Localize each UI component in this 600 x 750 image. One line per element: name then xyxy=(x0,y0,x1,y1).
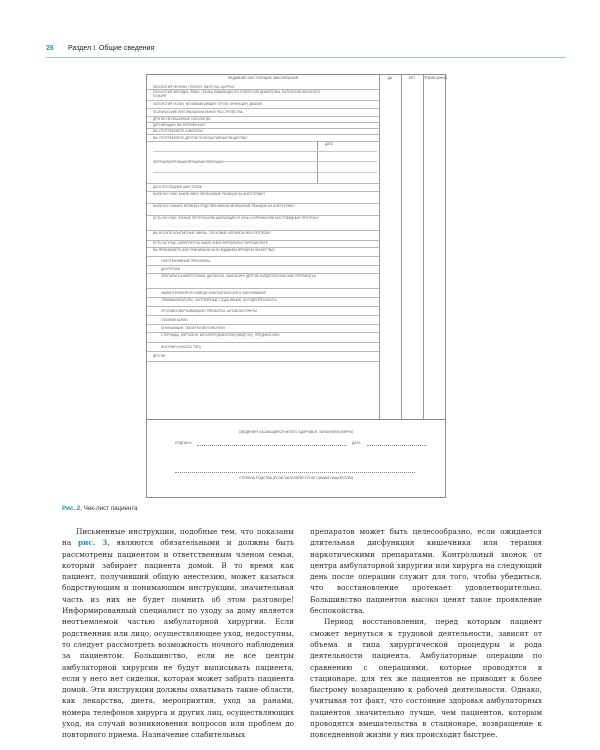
form-row-label: ПСИХИЧЕСКИЕ ИЛИ ЭМОЦИОНАЛЬНЫЕ РАССТРОЙСТВА xyxy=(153,110,243,114)
column-divider-notes xyxy=(423,75,424,419)
section-title: Раздел I. Общие сведения xyxy=(68,45,155,52)
form-row xyxy=(147,351,379,362)
form-header-no: НЕТ xyxy=(408,76,416,80)
signature-label: ПОДПИСЬ xyxy=(175,441,192,445)
paragraph xyxy=(62,526,294,741)
form-row-label: ДЛЯ ЖЕНЩИН: ВЫ БЕРЕМЕННЫ? xyxy=(153,123,206,127)
form-row xyxy=(147,273,379,289)
relation-label: СТЕПЕНЬ РОДСТВА (ЕСЛИ ЗАПОЛНЯЕТСЯ НЕ САМИМ ПАЦИЕНТОМ) xyxy=(239,476,353,480)
operation-entry-line[interactable] xyxy=(153,172,377,173)
header-rule xyxy=(46,57,566,58)
paragraph-text: , являются обязательными и должны быть рассмотрены пациентом и ответственным членом семьи, который забирает пациента домой. В то время как пациент, получивший общую анестезию, может казаться бодрствующим и понимающим инструкции, значительная часть из них не будет помнить об этом разговоре! Информированный специалист по уходу за дому является неотъемлемой частью амбулаторной хирургии. Если родственник или лицо, осуществляющее уход, недоступны, то следует рассмотреть возможность ночного наблюдения за пациентом. Большинство, если не все центры амбулаторной хирургии не будут выписывать пациента, если у него нет сиделки, которая может забрать пациента домой. Эти инструкции должны охватывать такие области, как лекарства, диета, мероприятия, уход за ранами, номера телефонов хирурга и других лиц, осуществляющих уход, на случай возникновения вопросов или проблем до повторного приема. Назначение слабительных xyxy=(62,538,294,740)
signature-line[interactable] xyxy=(197,445,347,446)
form-row-label: ХИМИОТЕРАПИЯ ПО ПОВОДУ ОНКОЛОГИЧЕСКОГО ЗАБОЛЕВАНИЯ xyxy=(161,290,266,295)
form-row-label: ПАТОЛОГИЯ ПЕЧЕНИ: ГЕПАТИТ, ЖЕЛТУХА, ЦИРРОЗ xyxy=(153,84,235,89)
form-row-label: ТРАНКВИЛИЗАТОРЫ, СНОТВОРНЫЕ, СЕДАТИВНЫЕ, АНТИДЕПРЕССАНТЫ xyxy=(161,298,277,302)
form-row xyxy=(147,215,379,231)
form-row-label: СНОЖАЮЩИЕ ТАБЛЕТКИ ИЛИ ИНСУЛИН xyxy=(161,326,225,330)
form-row-label: БЫЛИ ЛИ У ВАШИХ КРОВНЫХ РОДСТВЕННИКОВ НЕОБЫЧНЫЕ РЕАКЦИИ НА АНЕСТЕЗИЮ? xyxy=(153,204,296,208)
form-header-notes: ПРИМЕЧАНИЯ xyxy=(423,76,448,80)
operation-entry-line[interactable] xyxy=(153,161,377,162)
form-row-label: ДИУРЕТИКИ xyxy=(161,267,181,271)
operation-entry-line[interactable] xyxy=(153,151,377,152)
relation-line[interactable] xyxy=(175,472,415,473)
form-row-label: ИНСУЛИН (УКАЗАТЬ ТИП) xyxy=(161,344,201,349)
form-row xyxy=(147,141,379,184)
paragraph: препаратов может быть целесообразно, если ожидается длительная дисфункция кишечника или терапия наркотическими препаратами. Контрольный звонок от центра амбулаторной хирургии или хирурга на следующий день после операции служит для того, чтобы убедиться, что восстановление протекает удовлетворительно. Большинство пациентов высоко ценят такое проявление беспокойства. xyxy=(310,527,542,616)
signature-date-label: ДАТА xyxy=(352,441,361,445)
caption-label: Рис. 2. xyxy=(62,505,82,512)
figure-caption xyxy=(62,505,138,512)
signature-date-line[interactable] xyxy=(367,445,427,446)
form-row-label: ГИПОТЕНЗИВНЫЕ ПРЕПАРАТЫ xyxy=(161,258,211,263)
form-row-label: ЕСТЬ ЛИ У ВАС АЛЛЕРГИЯ НА КАКИЕ-ЛИБО ПРЕПАРАТЫ? ПЕРЕЧИСЛИТЕ xyxy=(153,241,268,245)
form-row-label: ВЫ НОСИТЕ КОНТАКТНЫЕ ЛИНЗЫ, СЛУХОВЫЕ АППАРАТЫ ИЛИ ПРОТЕЗЫ? xyxy=(153,231,271,235)
patient-checklist-form xyxy=(146,74,446,498)
paragraph: Период восстановления, перед которым пациент сможет вернуться к трудовой деятельности, зависит от объема и типа хирургической процедуры и рода деятельности пациента. Амбулаторные операции по сравнению с операциями, которые проводятся в стационаре, для тех же пациентов не приводят к более быстрому возвращению к рабочей деятельности. Однако, учитывая тот факт, что состояние здоровья амбулаторных пациентов значительно лучше, чем пациентов, которым проводятся вмешательства в стационаре, возвращение к повседневной жизни у них происходит быстрее. xyxy=(310,617,542,740)
form-header-conditions: НЕДАВНИЕ ИЛИ ТЕКУЩИЕ ЗАБОЛЕВАНИЯ xyxy=(227,76,299,80)
form-row-label: ВЫ УПОТРЕБЛЯЕТЕ АЛКОГОЛЬ? xyxy=(153,129,204,133)
form-statement: СВЕДЕНИЯ, КАСАЮЩИЕСЯ МОЕГО ЗДОРОВЬЯ, ЗАПОЛНЕНЫ ВЕРНО xyxy=(238,430,354,434)
form-row-label: ПАТОЛОГИЯ ЖЕЛУДКА, ЯЗВЫ, ГРЫЖА ПИЩЕВОДНОГО ОТВЕРСТИЯ ДИАФРАГМЫ, ПАТОЛОГИЯ ЖЕЛЧНОГО ПУЗЫРЯ xyxy=(153,90,321,98)
form-row-label: ДАТА ПОСЛЕДНЕЙ АНЕСТЕЗИИ xyxy=(153,185,203,189)
column-divider-yes xyxy=(379,75,380,419)
form-row-label: СТЕРОИДЫ, КОРТИЗОН, МЕТИЛПРЕДНИЗОЛОН (МЕДРОЛ*), ПРЕДНИЗОЛОН xyxy=(161,333,280,337)
form-row-label: БЫЛИ ЛИ У ВАС КАКИЕ-ЛИБО НЕОБЫЧНЫЕ РЕАКЦИИ НА АНЕСТЕЗИЮ? xyxy=(153,192,266,196)
page-number: 26 xyxy=(46,45,54,52)
text-column-right xyxy=(310,526,542,741)
form-row-label: ПАТОЛОГИЯ ПОЧЕК, МОЧЕВЫВОДЯЩИХ ПУТЕЙ, ИНФЕКЦИЯ, ДИАЛИЗ xyxy=(153,102,263,106)
form-row-label: ПРЕПАРАТЫ НАПЕРСТЯНКИ, ДИГОКСИН, ЛАНОКСИН* (ДРУГИЕ КАРДИОЛОГИЧЕСКИЕ ПРЕПАРАТЫ) xyxy=(161,274,316,278)
form-header-yes: ДА xyxy=(387,76,393,80)
form-row-label: ПЕРЕЧИСЛИТЕ ВАШИ ПРОШЛЫЕ ОПЕРАЦИИ xyxy=(153,160,224,164)
form-row-label: ДРУГИЕ xyxy=(153,354,166,358)
figure-reference-link[interactable]: рис. 3 xyxy=(77,538,108,548)
form-row-label: ДРУГИЕ НЕУКАЗАННЫЕ ПАТОЛОГИИ xyxy=(153,117,211,121)
form-row-label: ВЫ УПОТРЕБЛЯЕТЕ ДРУГИЕ ПСИХОАКТИВНЫЕ ВЕЩЕСТВА? xyxy=(153,135,248,140)
column-divider-no xyxy=(401,75,402,419)
operations-date-divider xyxy=(317,141,318,183)
form-signature-block xyxy=(147,419,445,498)
caption-text: Чек-лист пациента xyxy=(83,505,138,512)
text-column-left xyxy=(62,526,294,741)
form-row-label: ПРОТИВОСВЕРТЫВАЮЩИЕ ПРЕПАРАТЫ, АНТИКОАГУЛЯНТЫ xyxy=(161,308,257,313)
form-row-label: ЕСТЬ ЛИ У ВАС ЗУБНЫЕ ПРОТЕЗЫ ИЛИ ШАТАЮЩИЕСЯ ЗУБЫ, КОРОНКИ ИЛИ МОСТОВИДНЫЕ ПРОТЕЗЫ? xyxy=(153,216,319,220)
form-row-label: ВЫ ПРИНИМАЕТЕ ИЛИ ПРИНИМАЛИ ЛИ В НЕДАВНЕМ ВРЕМЕНИ ЛЕКАРСТВА? xyxy=(153,248,276,252)
paragraph-text: Письменные инструкции, подобные тем, что показаны на xyxy=(62,527,294,548)
operations-date-label: ДАТА xyxy=(325,142,334,146)
form-row-label: ГЛАЗНЫЕ КАПЛИ xyxy=(161,317,188,322)
